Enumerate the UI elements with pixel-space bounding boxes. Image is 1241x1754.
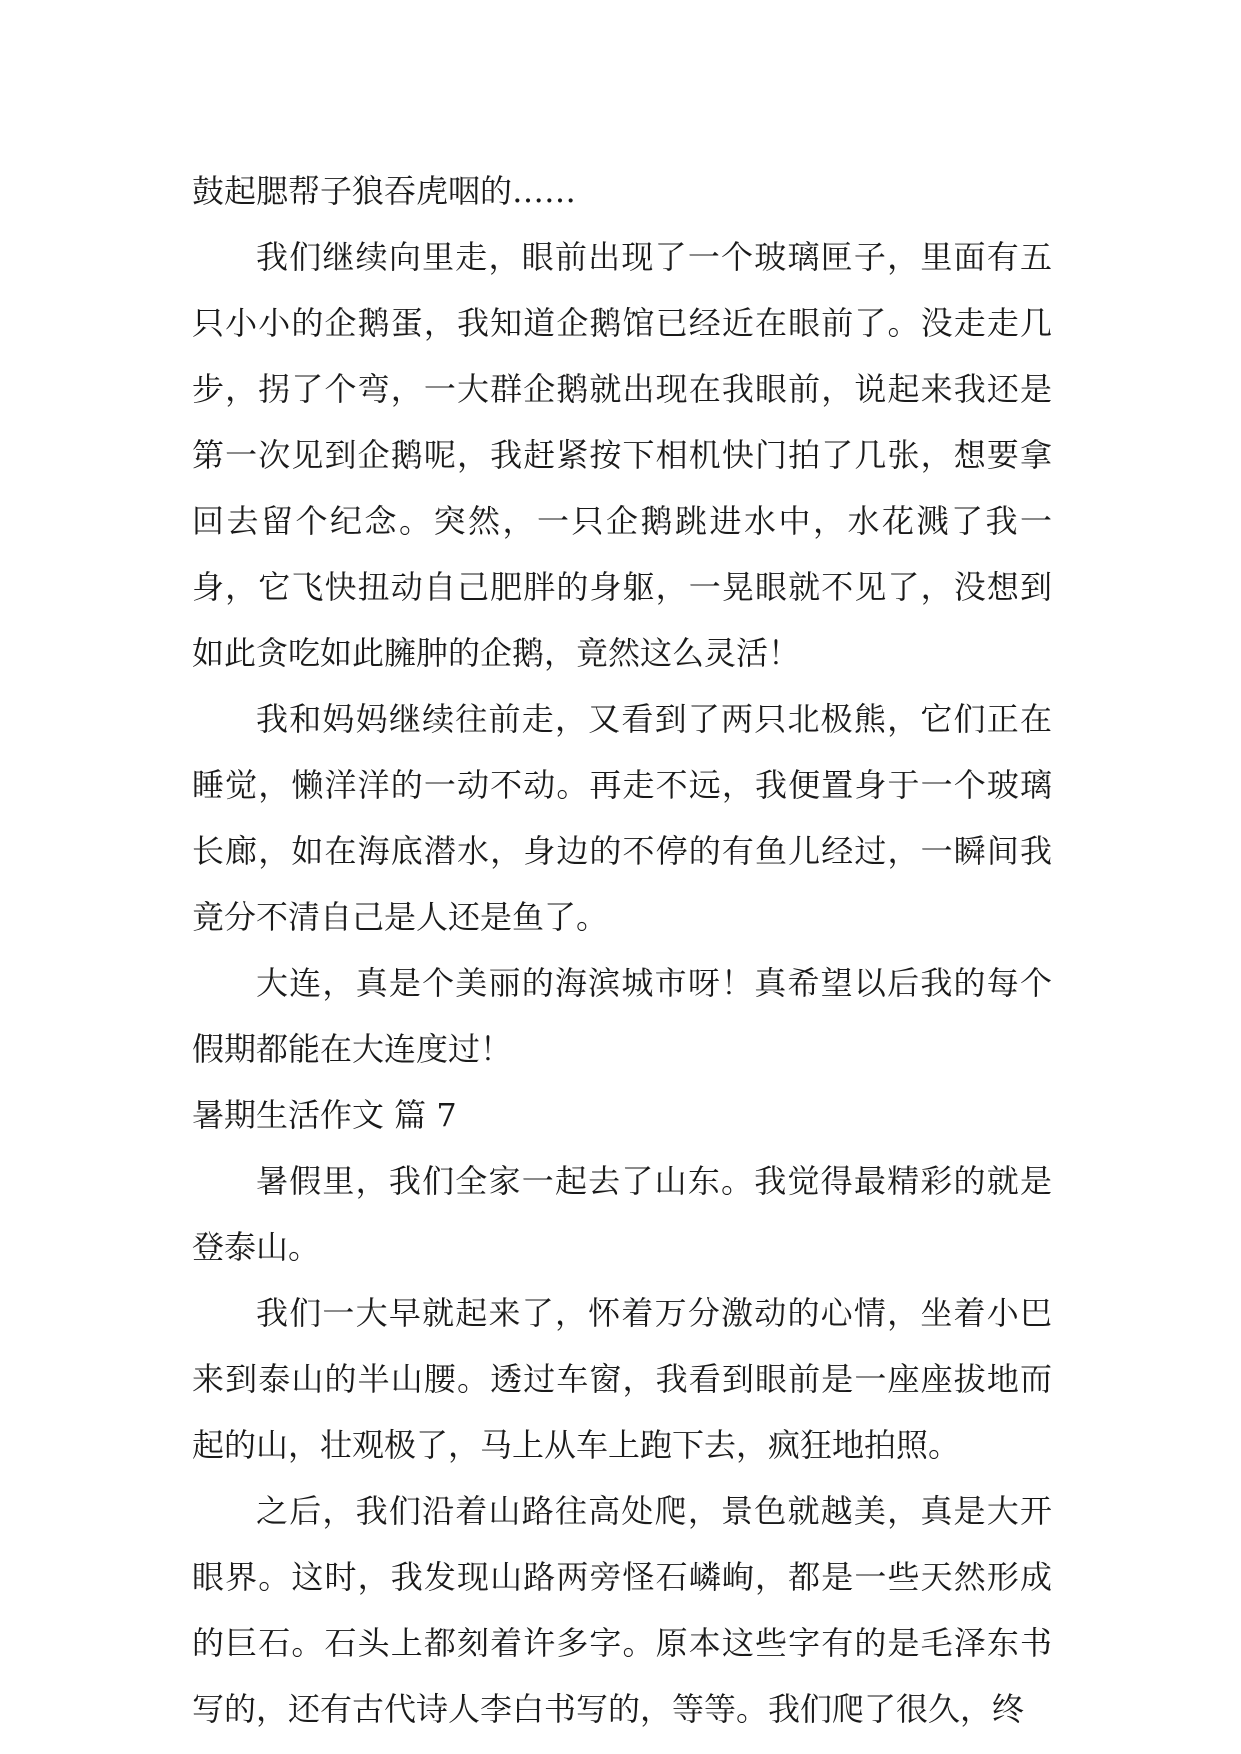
paragraph-mount-tai-arrival: 我们一大早就起来了，怀着万分激动的心情，坐着小巴来到泰山的半山腰。透过车窗，我看到眼前是一座座拔地而起的山，壮观极了，马上从车上跑下去，疯狂地拍照。 (192, 1294, 1052, 1464)
document-body (192, 158, 1052, 1742)
paragraph-penguin-hall: 我们继续向里走，眼前出现了一个玻璃匣子，里面有五只小小的企鹅蛋，我知道企鹅馆已经近在眼前了。没走走几步，拐了个弯，一大群企鹅就出现在我眼前，说起来我还是第一次见到企鹅呢，我赶紧按下相机快门拍了几张，想要拿回去留个纪念。突然，一只企鹅跳进水中，水花溅了我一身，它飞快扭动自己肥胖的身躯，一晃眼就不见了，没想到如此贪吃如此臃肿的企鹅，竟然这么灵活！ (192, 238, 1052, 672)
paragraph-continuation: 鼓起腮帮子狼吞虎咽的…… (192, 172, 577, 210)
section-title: 暑期生活作文 篇 7 (192, 1096, 457, 1134)
paragraph-shandong-trip: 暑假里，我们全家一起去了山东。我觉得最精彩的就是登泰山。 (192, 1162, 1052, 1266)
paragraph-mountain-climb: 之后，我们沿着山路往高处爬，景色就越美，真是大开眼界。这时，我发现山路两旁怪石嶙峋，都是一些天然形成的巨石。石头上都刻着许多字。原本这些字有的是毛泽东书写的，还有古代诗人李白书写的，等等。我们爬了很久，终 (192, 1492, 1052, 1728)
paragraph-dalian-closing: 大连，真是个美丽的海滨城市呀！真希望以后我的每个假期都能在大连度过！ (192, 964, 1052, 1068)
paragraph-polar-bears: 我和妈妈继续往前走，又看到了两只北极熊，它们正在睡觉，懒洋洋的一动不动。再走不远，我便置身于一个玻璃长廊，如在海底潜水，身边的不停的有鱼儿经过，一瞬间我竟分不清自己是人还是鱼了。 (192, 700, 1052, 936)
